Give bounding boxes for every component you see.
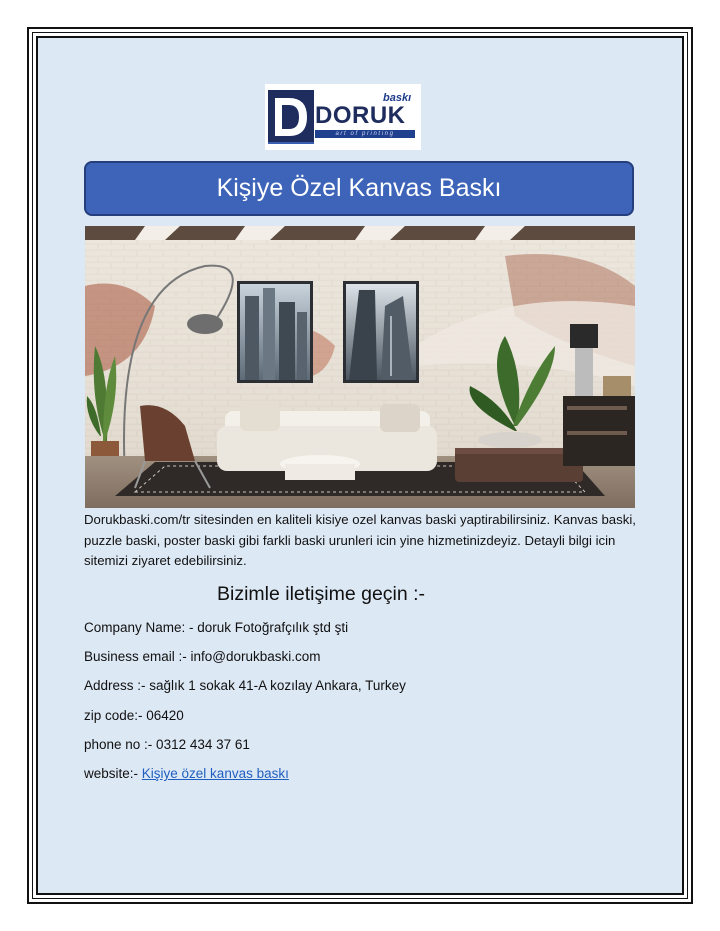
website-label: website:- <box>84 766 142 781</box>
logo-brand-name: DORUK <box>315 102 406 129</box>
company-name-line: Company Name: - doruk Fotoğrafçılık ştd şti <box>84 620 349 635</box>
phone-line: phone no :- 0312 434 37 61 <box>84 737 250 752</box>
contact-heading: Bizimle iletişime geçin :- <box>217 583 426 605</box>
logo-subtitle: baskı <box>383 92 412 104</box>
title-banner: Kişiye Özel Kanvas Baskı <box>84 161 634 216</box>
intro-paragraph: Dorukbaski.com/tr sitesinden en kaliteli kisiye ozel kanvas baski yaptirabilirsiniz. Kanvas baski, puzzle baski, poster baski gibi farkli baski urunleri icin yine hizmetinizdeyiz. Detayli bilgi icin sitemizi ziyaret edebilirsiniz. <box>84 512 636 568</box>
logo-tagline: art of printing <box>315 130 415 138</box>
address-line: Address :- sağlık 1 sokak 41-A kozılay Ankara, Turkey <box>84 678 406 693</box>
website-line <box>84 766 289 781</box>
zip-code-line: zip code:- 06420 <box>84 708 184 723</box>
doruk-logo <box>265 84 421 150</box>
website-link[interactable]: Kişiye özel kanvas baskı <box>141 766 289 781</box>
business-email-line: Business email :- info@dorukbaski.com <box>84 649 321 664</box>
interior-canvas-photo <box>85 226 635 508</box>
